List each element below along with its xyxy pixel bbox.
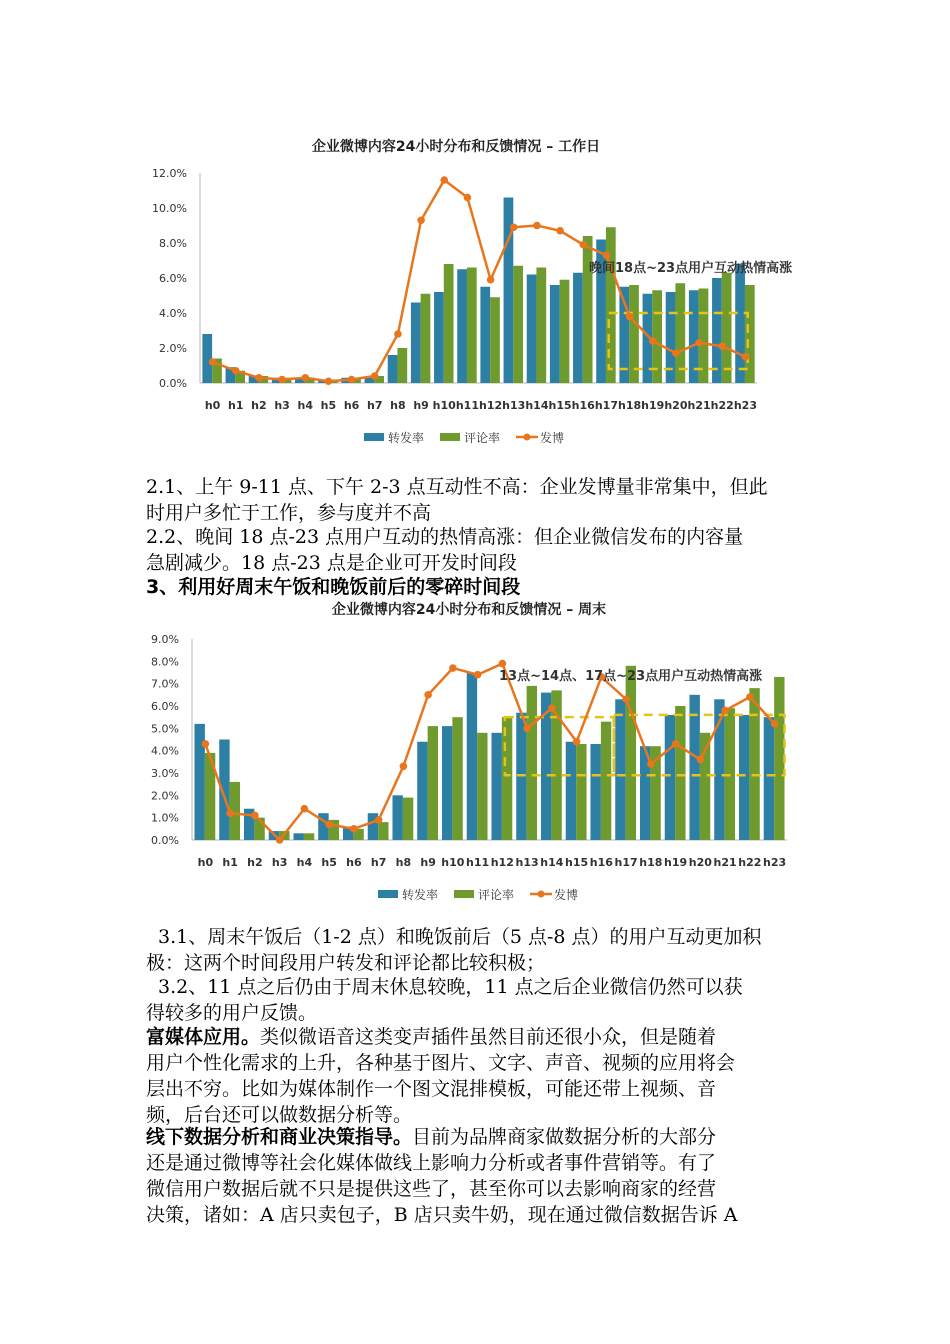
weekend-chart-post-point [672,740,680,748]
weekend-chart-bar-forward [442,726,452,840]
weekend-chart-x-tick-label: h0 [197,856,214,869]
workday-chart-bar-comment [560,280,570,383]
weekend-chart-bar-forward [293,833,303,840]
weekend-chart-post-point [400,763,408,771]
paragraph-2-1 [146,474,810,526]
weekend-chart-bar-forward [467,673,477,841]
workday-chart-bar-comment [536,268,546,384]
weekend-chart-x-tick-label: h6 [346,856,362,869]
weekend-chart-post-point [499,660,507,668]
workday-chart-post-point [579,241,587,249]
workday-chart-post-point [533,222,541,230]
weekend-chart-post-point [424,691,432,699]
workday-chart-post-point [232,367,240,375]
weekend-chart-post-point [350,825,358,833]
weekend-chart-post-point [474,671,482,679]
weekend-chart-legend-label: 评论率 [478,888,515,902]
workday-chart [0,120,950,460]
weekend-chart-y-tick-label: 9.0% [151,633,179,646]
weekend-chart-bar-forward [392,795,402,840]
workday-chart-post-point [695,339,703,347]
weekend-chart-x-tick-label: h13 [515,856,539,869]
workday-chart-y-tick-label: 6.0% [159,272,187,285]
rich-media-paragraph [146,1024,810,1128]
workday-chart-post-point [487,276,495,284]
workday-chart-bar-forward [388,355,398,383]
paragraph-3-1-line-1: 3.1、周末午饭后（1-2 点）和晚饭前后（5 点-8 点）的用户互动更加积 [158,926,762,948]
workday-chart-legend-swatch [364,433,384,441]
workday-chart-x-tick-label: h0 [204,399,221,412]
weekend-chart-bar-forward [417,742,427,840]
workday-chart-bar-forward [712,278,722,383]
workday-chart-x-tick-label: h15 [548,399,572,412]
weekend-chart-post-point [771,720,779,728]
weekend-chart-post-line [205,664,774,840]
workday-chart-post-point [394,330,402,338]
weekend-chart-post-point [647,760,655,768]
paragraph-2-2-line-1: 2.2、晚间 18 点-23 点用户互动的热情高涨：但企业微信发布的内容量 [146,526,744,548]
workday-chart-annotation: 晚间18点~23点用户互动热情高涨 [589,261,793,276]
workday-chart-bar-forward [202,334,212,383]
workday-chart-bar-comment [467,268,477,384]
weekend-chart-x-tick-label: h18 [639,856,663,869]
weekend-chart-post-point [375,816,383,824]
workday-chart-x-tick-label: h17 [594,399,618,412]
weekend-chart-bar-comment [477,733,487,840]
workday-chart-bar-comment [513,266,523,383]
weekend-chart-post-point [697,756,705,764]
workday-chart-x-tick-label: h12 [479,399,503,412]
weekend-chart-bar-comment [403,798,413,840]
weekend-chart-y-tick-label: 2.0% [151,789,179,803]
paragraph-2-1-line-1: 2.1、上午 9-11 点、下午 2-3 点互动性不高：企业发博量非常集中，但此 [146,476,768,498]
weekend-chart-y-tick-label: 5.0% [151,722,179,736]
workday-chart-x-tick-label: h3 [274,399,290,412]
workday-chart-title: 企业微博内容24小时分布和反馈情况 – 工作日 [311,139,601,155]
weekend-chart-bar-comment [502,717,512,840]
workday-chart-y-tick-label: 0.0% [159,377,187,390]
rich-media-line-3: 层出不穷。比如为媒体制作一个图文混排模板，可能还带上视频、音 [146,1078,717,1100]
workday-chart-x-tick-label: h14 [525,399,549,412]
weekend-chart-post-point [523,725,531,733]
rich-media-heading: 富媒体应用。 [146,1026,261,1048]
workday-chart-bar-comment [444,264,454,383]
paragraph-3-2 [146,974,810,1026]
weekend-chart-x-tick-label: h15 [565,856,589,869]
workday-chart-post-point [278,376,286,384]
workday-chart-svg [0,120,950,460]
workday-chart-post-point [672,349,680,357]
weekend-chart-legend-swatch [454,890,474,898]
weekend-chart-legend-label: 发博 [554,888,579,902]
workday-chart-legend-label: 转发率 [388,431,425,445]
workday-chart-bar-comment [583,236,593,383]
weekend-chart-x-tick-label: h11 [466,856,490,869]
weekend-chart-post-point [449,664,457,672]
workday-chart-x-tick-label: h4 [297,399,313,412]
workday-chart-bar-comment [606,227,616,383]
workday-chart-y-tick-label: 4.0% [159,307,187,320]
weekend-chart [0,594,950,914]
weekend-chart-svg [0,594,950,914]
weekend-chart-bar-forward [491,733,501,840]
workday-chart-x-tick-label: h2 [251,399,267,412]
workday-chart-post-point [626,313,634,321]
weekend-chart-bar-comment [601,722,611,840]
weekend-chart-y-tick-label: 8.0% [151,655,179,669]
offline-data-line-4: 决策，诸如：A 店只卖包子，B 店只卖牛奶，现在通过微信数据告诉 A [146,1204,738,1226]
paragraph-2-1-line-2: 时用户多忙于工作，参与度并不高 [146,502,432,524]
workday-chart-x-tick-label: h6 [343,399,360,412]
workday-chart-post-point [603,251,611,259]
workday-chart-post-point [371,372,379,380]
workday-chart-x-tick-label: h21 [687,399,711,412]
weekend-chart-bar-comment [428,726,438,840]
workday-chart-post-point [417,216,425,224]
weekend-chart-post-point [573,738,581,746]
workday-chart-x-tick-label: h23 [733,399,757,412]
weekend-chart-post-point [746,693,754,701]
offline-data-line-1: 目前为品牌商家做数据分析的大部分 [412,1126,717,1148]
weekend-chart-bar-forward [689,695,699,840]
weekend-chart-x-tick-label: h3 [271,856,288,869]
workday-chart-x-tick-label: h18 [618,399,642,412]
weekend-chart-bar-comment [576,744,586,840]
weekend-chart-x-tick-label: h4 [296,856,313,869]
workday-chart-legend-label: 发博 [540,431,565,445]
workday-chart-bar-forward [411,303,421,384]
paragraph-2-2-line-2: 急剧减少。18 点-23 点是企业可开发时间段 [146,552,517,574]
rich-media-line-2: 用户个性化需求的上升，各种基于图片、文字、声音、视频的应用将会 [146,1052,736,1074]
workday-chart-x-tick-label: h22 [710,399,734,412]
workday-chart-legend-swatch [440,433,460,441]
workday-chart-post-point [255,374,263,382]
rich-media-line-1: 类似微语音这类变声插件虽然目前还很小众，但是随着 [260,1026,717,1048]
workday-chart-post-point [464,194,472,202]
workday-chart-post-point [510,223,518,231]
workday-chart-x-tick-label: h11 [455,399,479,412]
workday-chart-post-point [440,176,448,184]
weekend-chart-bar-comment [774,677,784,840]
weekend-chart-bar-comment [675,706,685,840]
weekend-chart-annotation: 13点~14点、17点~23点用户互动热情高涨 [499,669,763,684]
workday-chart-bar-forward [573,273,583,383]
weekend-chart-x-tick-label: h7 [370,856,387,869]
workday-chart-x-tick-label: h1 [228,399,244,412]
weekend-chart-post-point [301,805,309,813]
weekend-chart-bar-comment [378,822,388,840]
weekend-chart-title: 企业微博内容24小时分布和反馈情况 – 周末 [331,602,607,618]
weekend-chart-x-tick-label: h20 [688,856,712,869]
weekend-chart-bar-forward [566,742,576,840]
workday-chart-bar-comment [421,294,431,383]
weekend-chart-x-tick-label: h22 [738,856,762,869]
weekend-chart-x-tick-label: h23 [763,856,787,869]
weekend-chart-y-tick-label: 3.0% [151,767,179,780]
workday-chart-bar-forward [550,285,560,383]
section-3-heading-text: 3、利用好周末午饭和晚饭前后的零碎时间段 [146,576,521,598]
paragraph-3-1-line-2: 极：这两个时间段用户转发和评论都比较积极； [146,952,546,974]
workday-chart-y-tick-label: 8.0% [159,237,187,250]
offline-data-paragraph [146,1124,810,1228]
workday-chart-x-tick-label: h5 [320,399,337,412]
weekend-chart-post-point [548,704,556,712]
weekend-chart-x-tick-label: h19 [664,856,688,869]
workday-chart-x-tick-label: h20 [664,399,688,412]
weekend-chart-post-point [276,836,284,844]
paragraph-3-2-line-2: 得较多的用户反馈。 [146,1002,318,1024]
workday-chart-bar-forward [527,275,537,384]
workday-chart-x-tick-label: h8 [390,399,406,412]
workday-chart-post-point [209,358,217,366]
weekend-chart-bar-forward [764,717,774,840]
weekend-chart-post-point [325,821,333,829]
weekend-chart-legend-swatch [378,890,398,898]
rich-media-line-4: 频，后台还可以做数据分析等。 [146,1104,413,1126]
workday-chart-x-tick-label: h10 [432,399,456,412]
weekend-chart-bar-forward [665,715,675,840]
paragraph-3-1 [146,924,810,976]
weekend-chart-bar-forward [739,715,749,840]
workday-chart-post-point [325,377,333,385]
weekend-chart-x-tick-label: h5 [321,856,337,869]
workday-chart-x-tick-label: h13 [502,399,526,412]
workday-chart-bar-comment [490,297,500,383]
workday-chart-bar-comment [722,273,732,383]
workday-chart-y-tick-label: 2.0% [159,342,187,355]
weekend-chart-y-tick-label: 6.0% [151,700,179,713]
workday-chart-x-tick-label: h16 [571,399,595,412]
weekend-chart-y-tick-label: 1.0% [151,811,179,825]
weekend-chart-bar-comment [527,686,537,840]
workday-chart-legend-label: 评论率 [464,431,501,445]
paragraph-2-2 [146,524,810,576]
offline-data-heading: 线下数据分析和商业决策指导。 [146,1126,413,1148]
weekend-chart-post-point [226,809,234,817]
workday-chart-x-tick-label: h9 [413,399,429,412]
weekend-chart-bar-comment [304,833,314,840]
weekend-chart-x-tick-label: h8 [395,856,412,869]
weekend-chart-x-tick-label: h21 [713,856,737,869]
weekend-chart-bar-comment [749,688,759,840]
weekend-chart-legend-marker [538,891,545,898]
workday-chart-x-tick-label: h19 [641,399,665,412]
weekend-chart-y-tick-label: 0.0% [151,834,179,847]
weekend-chart-x-tick-label: h2 [247,856,263,869]
workday-chart-y-tick-label: 12.0% [152,167,187,180]
workday-chart-bar-forward [434,292,444,383]
weekend-chart-post-point [721,707,729,715]
workday-chart-post-point [348,376,356,384]
paragraph-3-2-line-1: 3.2、11 点之后仍由于周末休息较晚，11 点之后企业微信仍然可以获 [158,976,743,998]
workday-chart-bar-forward [457,269,467,383]
weekend-chart-x-tick-label: h16 [589,856,613,869]
weekend-chart-x-tick-label: h9 [420,856,436,869]
weekend-chart-post-point [251,812,259,820]
workday-chart-post-line [213,180,746,381]
weekend-chart-bar-forward [615,699,625,840]
workday-chart-y-tick-label: 10.0% [152,202,187,215]
workday-chart-bar-forward [735,264,745,383]
weekend-chart-post-point [202,740,210,748]
weekend-chart-post-point [622,696,630,704]
workday-chart-post-point [301,374,309,382]
offline-data-line-3: 微信用户数据后就不只是提供这些了，甚至你可以去影响商家的经营 [146,1178,717,1200]
weekend-chart-y-tick-label: 4.0% [151,744,179,758]
weekend-chart-bar-comment [452,717,462,840]
weekend-chart-x-tick-label: h1 [222,856,238,869]
weekend-chart-legend-label: 转发率 [402,888,439,902]
workday-chart-x-tick-label: h7 [367,399,383,412]
workday-chart-legend-marker [524,434,531,441]
workday-chart-bar-comment [397,348,407,383]
weekend-chart-y-tick-label: 7.0% [151,677,179,691]
weekend-chart-bar-forward [590,744,600,840]
weekend-chart-x-tick-label: h14 [540,856,564,869]
weekend-chart-x-tick-label: h17 [614,856,638,869]
workday-chart-post-point [649,337,657,345]
offline-data-line-2: 还是通过微博等社会化媒体做线上影响力分析或者事件营销等。有了 [146,1152,717,1174]
workday-chart-post-point [718,342,726,350]
workday-chart-post-point [556,227,564,235]
weekend-chart-x-tick-label: h12 [490,856,514,869]
weekend-chart-bar-comment [626,666,636,840]
workday-chart-bar-forward [480,287,490,383]
weekend-chart-x-tick-label: h10 [441,856,465,869]
workday-chart-post-point [742,353,750,361]
